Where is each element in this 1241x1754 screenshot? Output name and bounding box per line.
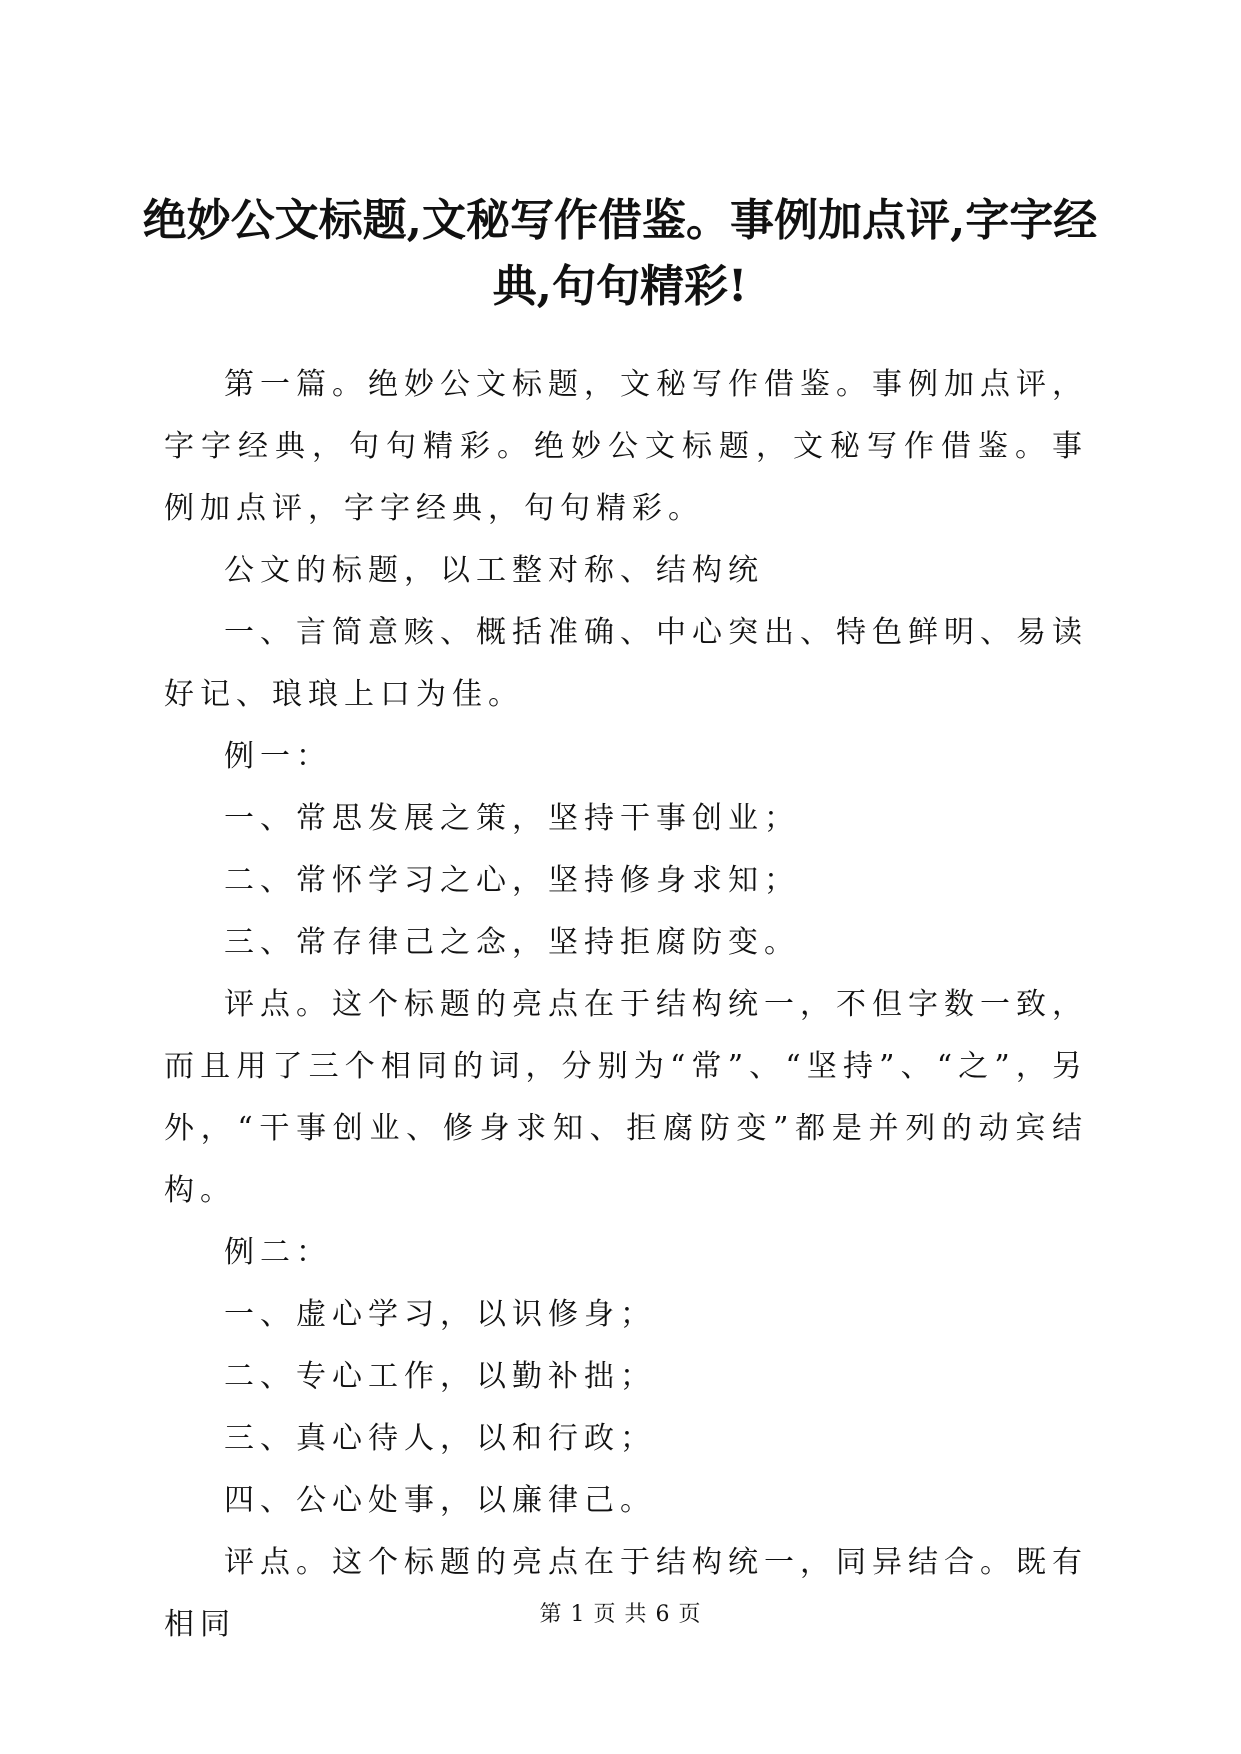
- list-item: 一、常思发展之策，坚持干事创业；: [224, 801, 800, 836]
- paragraph: 例二：: [224, 1235, 332, 1270]
- list-item: 二、专心工作，以勤补拙；: [224, 1359, 656, 1394]
- paragraph: 评点。这个标题的亮点在于结构统一，不但字数一致，而且用了三个相同的词，分别为“常”、“坚持”、“之”，另外，“干事创业、修身求知、拒腐防变”都是并列的动宾结构。: [164, 987, 1088, 1208]
- document-title: 绝妙公文标题,文秘写作借鉴。事例加点评,字字经典,句句精彩!: [142, 195, 1098, 312]
- list-item: 三、常存律己之念，坚持拒腐防变。: [224, 925, 800, 960]
- paragraph: 第一篇。绝妙公文标题，文秘写作借鉴。事例加点评，字字经典，句句精彩。绝妙公文标题，文秘写作借鉴。事例加点评，字字经典，句句精彩。: [164, 367, 1088, 526]
- paragraph: 公文的标题，以工整对称、结构统: [224, 553, 764, 588]
- paragraph: 例一：: [224, 739, 332, 774]
- paragraph: 评点。这个标题的亮点在于结构统一，同异结合。既有相同: [164, 1545, 1088, 1642]
- list-item: 三、真心待人，以和行政；: [224, 1421, 656, 1456]
- list-item: 四、公心处事，以廉律己。: [224, 1483, 656, 1518]
- page-footer: 第 1 页 共 6 页: [539, 1602, 702, 1627]
- paragraph: 一、言简意赅、概括准确、中心突出、特色鲜明、易读好记、琅琅上口为佳。: [164, 615, 1088, 712]
- list-item: 二、常怀学习之心，坚持修身求知；: [224, 863, 800, 898]
- list-item: 一、虚心学习，以识修身；: [224, 1297, 656, 1332]
- document-body: [164, 354, 1088, 1656]
